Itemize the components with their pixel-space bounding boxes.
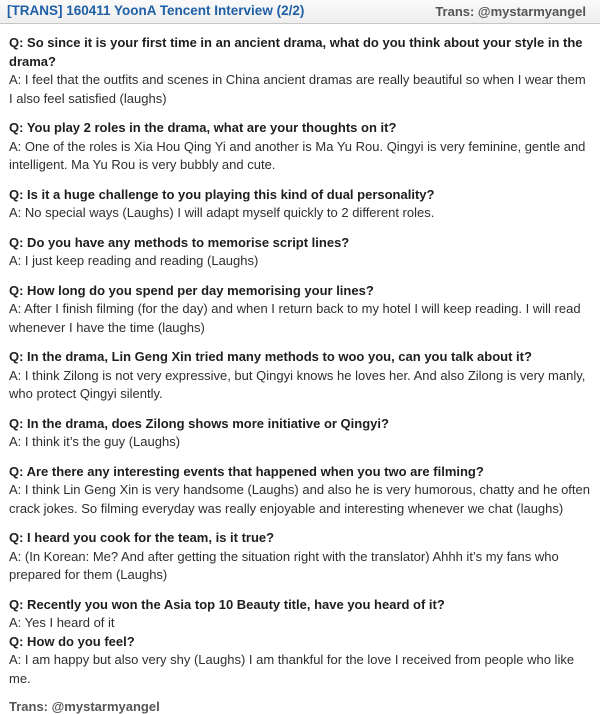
interview-content: [0, 24, 600, 714]
question-text: Q: Are there any interesting events that happened when you two are filming?: [9, 463, 484, 479]
answer-text: A: One of the roles is Xia Hou Qing Yi and another is Ma Yu Rou. Qingyi is very feminine, gentle and intelligent. Ma Yu Rou is very bubbly and cute.: [9, 138, 586, 172]
answer-text: A: (In Korean: Me? And after getting the situation right with the translator) Ahhh it’s my fans who prepared for them (Laughs): [9, 548, 559, 582]
question-text: Q: How long do you spend per day memorising your lines?: [9, 282, 374, 298]
qa-list: [9, 34, 592, 688]
qa-block: [9, 529, 592, 585]
translator-credit-bottom: Trans: @mystarmyangel: [9, 699, 160, 714]
document-title: [TRANS] 160411 YoonA Tencent Interview (2/2): [7, 3, 305, 18]
answer-text: A: I feel that the outfits and scenes in China ancient dramas are really beautiful so when I wear them I also feel satisfied (laughs): [9, 72, 586, 106]
answer-text: A: I think Lin Geng Xin is very handsome (Laughs) and also he is very humorous, chatty and he often crack jokes. So filming everyday was really enjoyable and interesting whenever we chat (laughs): [9, 482, 590, 516]
question-text: Q: I heard you cook for the team, is it true?: [9, 530, 275, 545]
question-text: Q: How do you feel?: [9, 633, 135, 649]
answer-text: A: Yes I heard of it: [9, 615, 115, 630]
question-text: Q: So since it is your first time in an ancient drama, what do you think about your style in the drama?: [9, 35, 583, 69]
translator-credit-top: Trans: @mystarmyangel: [435, 4, 586, 19]
qa-block: [9, 348, 592, 404]
answer-text: A: No special ways (Laughs) I will adapt myself quickly to 2 different roles.: [9, 205, 435, 220]
answer-text: A: I am happy but also very shy (Laughs) I am thankful for the love I received from people who like me.: [9, 652, 575, 686]
qa-block: [9, 234, 592, 271]
qa-block: [9, 34, 592, 108]
answer-text: A: After I finish filming (for the day) and when I return back to my hotel I will keep reading. I will read whenever I have the time (laughs): [9, 301, 581, 335]
qa-block: [9, 119, 592, 175]
question-text: Q: Is it a huge challenge to you playing this kind of dual personality?: [9, 186, 435, 202]
qa-block: [9, 415, 592, 452]
answer-text: A: I think it’s the guy (Laughs): [9, 434, 181, 449]
question-text: Q: Do you have any methods to memorise script lines?: [9, 234, 350, 250]
question-text: Q: In the drama, Lin Geng Xin tried many methods to woo you, can you talk about it?: [9, 349, 532, 364]
qa-block: [9, 186, 592, 223]
answer-text: A: I think Zilong is not very expressive, but Qingyi knows he loves her. And also Zilong is very manly, who protect Qingyi silently.: [9, 367, 586, 401]
qa-block: [9, 596, 592, 689]
question-text: Q: Recently you won the Asia top 10 Beauty title, have you heard of it?: [9, 596, 445, 612]
qa-block: [9, 463, 592, 519]
question-text: Q: You play 2 roles in the drama, what are your thoughts on it?: [9, 120, 397, 135]
qa-block: [9, 282, 592, 338]
question-text: Q: In the drama, does Zilong shows more initiative or Qingyi?: [9, 415, 389, 431]
header-bar: [0, 0, 600, 24]
answer-text: A: I just keep reading and reading (Laughs): [9, 253, 259, 268]
